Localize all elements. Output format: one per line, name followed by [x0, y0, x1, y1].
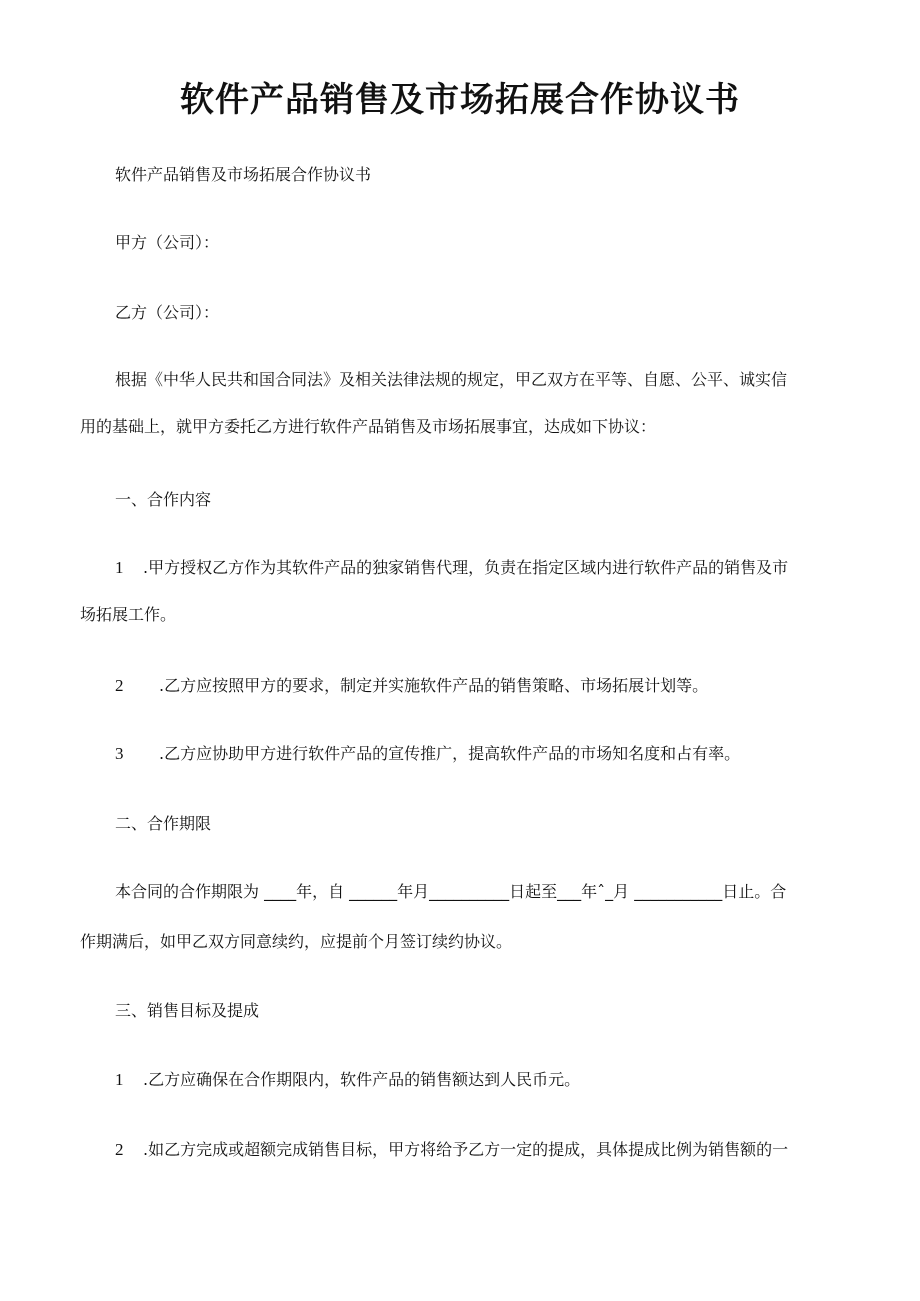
section-2-text-1: 本合同的合作期限为 ____年，自 ______年月__________日起至___年ˆ_月 ___________日止。合	[115, 882, 787, 901]
preamble-line-1: 根据《中华人民共和国合同法》及相关法律法规的规定，甲乙双方在平等、自愿、公平、诚实信	[115, 370, 788, 389]
party-b-line: 乙方（公司）：	[115, 303, 220, 322]
preamble-line-2: 用的基础上，就甲方委托乙方进行软件产品销售及市场拓展事宜，达成如下协议：	[80, 417, 657, 436]
section-2-heading: 二、合作期限	[115, 814, 212, 833]
item-text: .乙方应协助甲方进行软件产品的宣传推广，提高软件产品的市场知名度和占有率。	[159, 744, 741, 763]
section-3-heading: 三、销售目标及提成	[115, 1001, 260, 1020]
item-number: 3	[115, 744, 124, 763]
item-number: 1	[115, 558, 124, 577]
section-2-text-2: 作期满后，如甲乙双方同意续约，应提前个月签订续约协议。	[80, 932, 513, 951]
section-1-heading: 一、合作内容	[115, 490, 212, 509]
section-3-item-1	[115, 1067, 840, 1093]
item-number: 2	[115, 676, 124, 695]
section-1-item-1	[115, 555, 840, 581]
document-title: 软件产品销售及市场拓展合作协议书	[180, 80, 740, 120]
item-text: .乙方应按照甲方的要求，制定并实施软件产品的销售策略、市场拓展计划等。	[159, 676, 709, 695]
section-3-item-2	[115, 1137, 840, 1163]
item-number: 1	[115, 1070, 124, 1089]
subtitle: 软件产品销售及市场拓展合作协议书	[115, 165, 372, 184]
party-a-line: 甲方（公司）：	[115, 233, 220, 252]
section-1-item-3	[115, 741, 840, 767]
item-number: 2	[115, 1140, 124, 1159]
section-1-item-1-cont: 场拓展工作。	[80, 605, 177, 624]
section-1-item-2	[115, 673, 840, 699]
item-text: .如乙方完成或超额完成销售目标，甲方将给予乙方一定的提成，具体提成比例为销售额的一	[143, 1140, 789, 1159]
item-text: .甲方授权乙方作为其软件产品的独家销售代理，负责在指定区域内进行软件产品的销售及市	[143, 558, 789, 577]
item-text: .乙方应确保在合作期限内，软件产品的销售额达到人民币元。	[143, 1070, 581, 1089]
